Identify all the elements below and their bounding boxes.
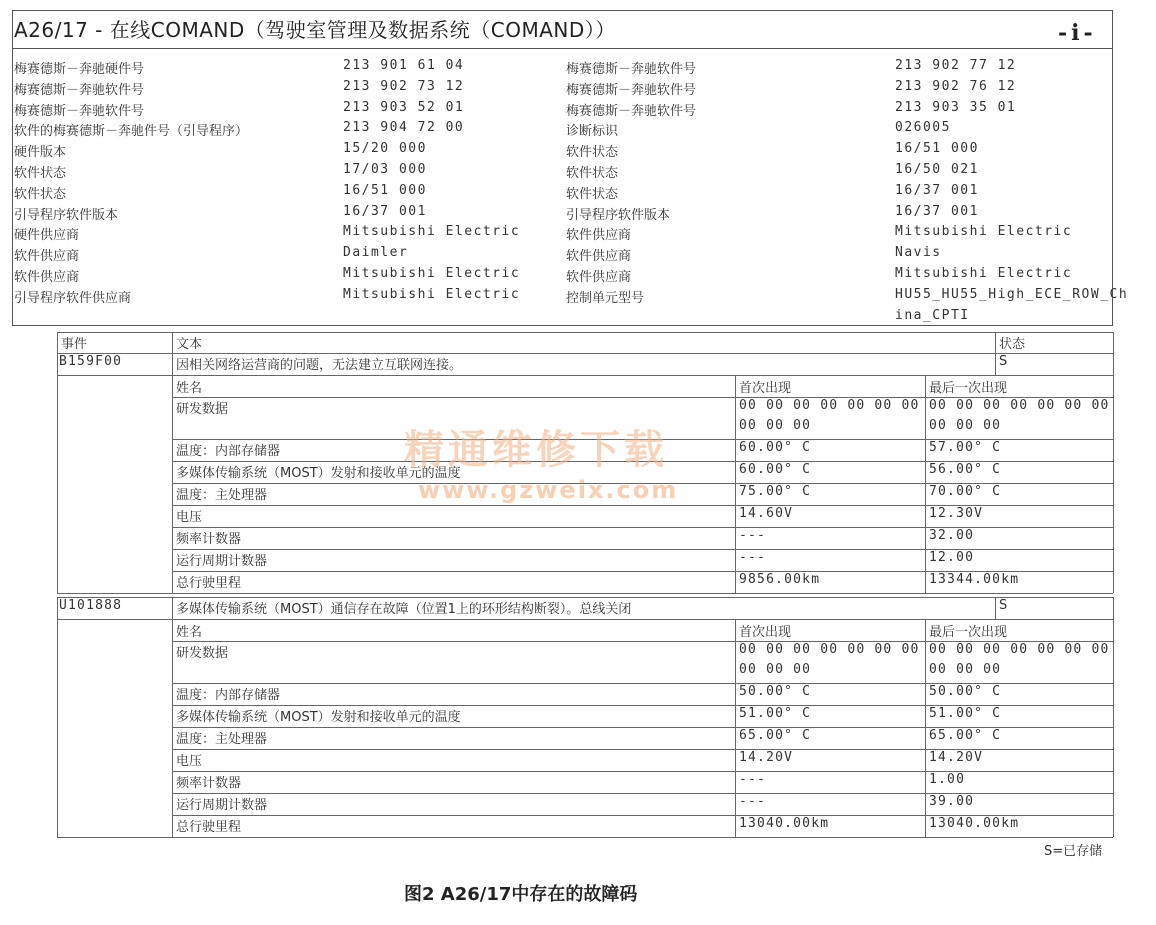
event-text: 因相关网络运营商的问题，无法建立互联网连接。 bbox=[176, 358, 463, 373]
row-first-value: 60.00° C bbox=[739, 440, 812, 455]
row-last-value: 57.00° C bbox=[929, 440, 1002, 455]
row-first-value: 00 00 00 00 00 00 00 bbox=[739, 398, 920, 413]
field-value: 213 902 76 12 bbox=[895, 78, 1017, 94]
field-value: 16/37 001 bbox=[895, 182, 979, 198]
grid-line bbox=[57, 619, 1113, 620]
row-first-value: 9856.00km bbox=[739, 572, 821, 587]
grid-line bbox=[172, 332, 173, 353]
row-first-value: 00 00 00 bbox=[739, 662, 812, 677]
row-first-value: --- bbox=[739, 772, 767, 787]
grid-line bbox=[1113, 332, 1114, 353]
field-value: Mitsubishi Electric bbox=[343, 266, 521, 281]
figure-caption: 图2 A26/17中存在的故障码 bbox=[404, 884, 638, 905]
grid-line bbox=[57, 353, 58, 593]
row-last-value: 1.00 bbox=[929, 772, 966, 787]
subheader-name: 姓名 bbox=[176, 625, 203, 640]
grid-line bbox=[735, 375, 736, 593]
grid-line bbox=[172, 837, 1113, 838]
field-label: 软件状态 bbox=[14, 166, 67, 181]
row-name: 运行周期计数器 bbox=[176, 798, 268, 813]
row-last-value: 00 00 00 bbox=[929, 418, 1002, 433]
field-label: 软件供应商 bbox=[14, 270, 80, 285]
grid-line bbox=[57, 332, 1113, 333]
field-label: 软件供应商 bbox=[566, 270, 632, 285]
subheader-last-occurrence: 最后一次出现 bbox=[929, 381, 1008, 396]
field-value: HU55_HU55_High_ECE_ROW_Ch bbox=[895, 286, 1129, 302]
grid-line bbox=[995, 353, 996, 375]
row-first-value: 13040.00km bbox=[739, 816, 830, 831]
field-value: 213 903 35 01 bbox=[895, 99, 1017, 115]
field-value: 15/20 000 bbox=[343, 141, 427, 157]
watermark-url: www.gzweix.com bbox=[418, 476, 679, 504]
grid-line bbox=[172, 353, 173, 593]
field-value: 213 901 61 04 bbox=[343, 58, 465, 73]
status-legend: S=已存储 bbox=[1044, 844, 1103, 859]
field-value: 213 903 52 01 bbox=[343, 99, 465, 115]
info-icon[interactable]: -i- bbox=[1058, 20, 1097, 46]
grid-line bbox=[57, 375, 1113, 376]
subheader-first-occurrence: 首次出现 bbox=[739, 381, 792, 396]
row-name: 总行驶里程 bbox=[176, 576, 242, 591]
subheader-first-occurrence: 首次出现 bbox=[739, 625, 792, 640]
grid-line bbox=[57, 837, 172, 838]
subheader-name: 姓名 bbox=[176, 381, 203, 396]
field-label: 梅赛德斯－奔驰软件号 bbox=[566, 82, 697, 98]
row-name: 温度：主处理器 bbox=[176, 488, 268, 503]
row-last-value: 12.30V bbox=[929, 506, 984, 521]
row-first-value: 75.00° C bbox=[739, 484, 812, 499]
row-last-value: 00 00 00 00 00 00 00 bbox=[929, 398, 1110, 413]
field-label: 软件供应商 bbox=[566, 249, 632, 265]
field-value: 16/37 001 bbox=[895, 203, 979, 219]
grid-line bbox=[735, 619, 736, 837]
grid-line bbox=[925, 619, 926, 837]
field-value: 213 902 73 12 bbox=[343, 78, 465, 94]
row-last-value: 39.00 bbox=[929, 794, 975, 809]
field-value: Mitsubishi Electric bbox=[343, 224, 521, 240]
row-last-value: 12.00 bbox=[929, 550, 975, 565]
field-label: 梅赛德斯－奔驰软件号 bbox=[14, 82, 145, 98]
row-name: 研发数据 bbox=[176, 402, 229, 417]
grid-line bbox=[1113, 353, 1114, 593]
event-code: U101888 bbox=[59, 598, 123, 613]
grid-line bbox=[995, 332, 996, 353]
field-value: 16/50 021 bbox=[895, 162, 979, 177]
row-last-value: 51.00° C bbox=[929, 706, 1002, 721]
field-label: 控制单元型号 bbox=[566, 290, 645, 306]
field-value: Mitsubishi Electric bbox=[895, 266, 1073, 281]
row-name: 频率计数器 bbox=[176, 532, 242, 547]
field-label: 引导程序软件版本 bbox=[566, 207, 671, 223]
row-name: 研发数据 bbox=[176, 646, 229, 661]
row-first-value: 51.00° C bbox=[739, 706, 812, 721]
column-header-event: 事件 bbox=[61, 337, 88, 352]
event-code: B159F00 bbox=[59, 354, 123, 369]
field-label: 软件状态 bbox=[14, 186, 67, 202]
field-label: 软件状态 bbox=[566, 166, 619, 181]
field-value: 026005 bbox=[895, 120, 951, 136]
row-last-value: 56.00° C bbox=[929, 462, 1002, 477]
field-label: 梅赛德斯－奔驰软件号 bbox=[566, 62, 697, 77]
row-first-value: 00 00 00 00 00 00 00 bbox=[739, 642, 920, 657]
field-label: 引导程序软件版本 bbox=[14, 207, 119, 223]
row-first-value: 14.60V bbox=[739, 506, 794, 521]
grid-line bbox=[57, 593, 172, 594]
grid-line bbox=[172, 597, 173, 837]
field-value: 16/51 000 bbox=[343, 182, 427, 198]
row-last-value: 32.00 bbox=[929, 528, 975, 543]
watermark-text: 精通维修下载 bbox=[404, 427, 668, 473]
row-last-value: 50.00° C bbox=[929, 684, 1002, 699]
grid-line bbox=[925, 375, 926, 593]
field-value: ina_CPTI bbox=[895, 307, 970, 323]
row-first-value: 50.00° C bbox=[739, 684, 812, 699]
field-label: 诊断标识 bbox=[566, 124, 619, 140]
row-name: 总行驶里程 bbox=[176, 820, 242, 835]
field-value: Mitsubishi Electric bbox=[343, 286, 521, 302]
row-first-value: --- bbox=[739, 528, 767, 543]
field-value: Mitsubishi Electric bbox=[895, 224, 1073, 240]
field-label: 软件供应商 bbox=[566, 228, 632, 244]
row-name: 多媒体传输系统（MOST）发射和接收单元的温度 bbox=[176, 466, 461, 481]
event-status: S bbox=[999, 354, 1008, 369]
field-value: 17/03 000 bbox=[343, 162, 427, 177]
column-header-text: 文本 bbox=[176, 337, 203, 352]
row-last-value: 65.00° C bbox=[929, 728, 1002, 743]
row-first-value: 65.00° C bbox=[739, 728, 812, 743]
row-last-value: 13344.00km bbox=[929, 572, 1020, 587]
field-label: 软件状态 bbox=[566, 145, 619, 161]
row-name: 电压 bbox=[176, 754, 203, 769]
field-value: 213 902 77 12 bbox=[895, 58, 1017, 73]
event-text: 多媒体传输系统（MOST）通信存在故障（位置1上的环形结构断裂）。总线关闭 bbox=[176, 602, 632, 617]
grid-line bbox=[57, 597, 58, 837]
field-value: Navis bbox=[895, 245, 942, 261]
field-value: 16/37 001 bbox=[343, 203, 427, 219]
field-label: 软件供应商 bbox=[14, 249, 80, 265]
grid-line bbox=[172, 771, 1113, 772]
row-first-value: --- bbox=[739, 794, 767, 809]
row-name: 电压 bbox=[176, 510, 203, 525]
row-name: 温度：主处理器 bbox=[176, 732, 268, 747]
grid-line bbox=[57, 332, 58, 353]
field-label: 梅赛德斯－奔驰软件号 bbox=[14, 103, 145, 119]
grid-line bbox=[995, 597, 996, 619]
row-name: 多媒体传输系统（MOST）发射和接收单元的温度 bbox=[176, 710, 461, 725]
field-label: 硬件供应商 bbox=[14, 228, 80, 244]
page-title: A26/17 - 在线COMAND（驾驶室管理及数据系统（COMAND）） bbox=[14, 18, 616, 42]
row-name: 温度：内部存储器 bbox=[176, 688, 281, 703]
event-status: S bbox=[999, 598, 1008, 613]
row-name: 频率计数器 bbox=[176, 776, 242, 791]
field-label: 梅赛德斯－奔驰硬件号 bbox=[14, 62, 145, 77]
field-value: 16/51 000 bbox=[895, 141, 979, 157]
row-first-value: 14.20V bbox=[739, 750, 794, 765]
grid-line bbox=[1113, 597, 1114, 837]
field-label: 软件状态 bbox=[566, 186, 619, 202]
row-name: 运行周期计数器 bbox=[176, 554, 268, 569]
field-label: 梅赛德斯－奔驰软件号 bbox=[566, 103, 697, 119]
row-first-value: --- bbox=[739, 550, 767, 565]
row-last-value: 00 00 00 00 00 00 00 bbox=[929, 642, 1110, 657]
field-label: 硬件版本 bbox=[14, 145, 67, 161]
field-value: Daimler bbox=[343, 245, 409, 261]
field-label: 软件的梅赛德斯－奔驰件号（引导程序） bbox=[14, 124, 249, 140]
field-label: 引导程序软件供应商 bbox=[14, 290, 132, 306]
row-first-value: 60.00° C bbox=[739, 462, 812, 477]
subheader-last-occurrence: 最后一次出现 bbox=[929, 625, 1008, 640]
row-last-value: 00 00 00 bbox=[929, 662, 1002, 677]
grid-line bbox=[172, 593, 1113, 594]
row-last-value: 14.20V bbox=[929, 750, 984, 765]
row-name: 温度：内部存储器 bbox=[176, 444, 281, 459]
title-divider bbox=[12, 48, 1113, 49]
row-last-value: 13040.00km bbox=[929, 816, 1020, 831]
field-value: 213 904 72 00 bbox=[343, 120, 465, 136]
row-last-value: 70.00° C bbox=[929, 484, 1002, 499]
row-first-value: 00 00 00 bbox=[739, 418, 812, 433]
column-header-status: 状态 bbox=[999, 337, 1026, 352]
